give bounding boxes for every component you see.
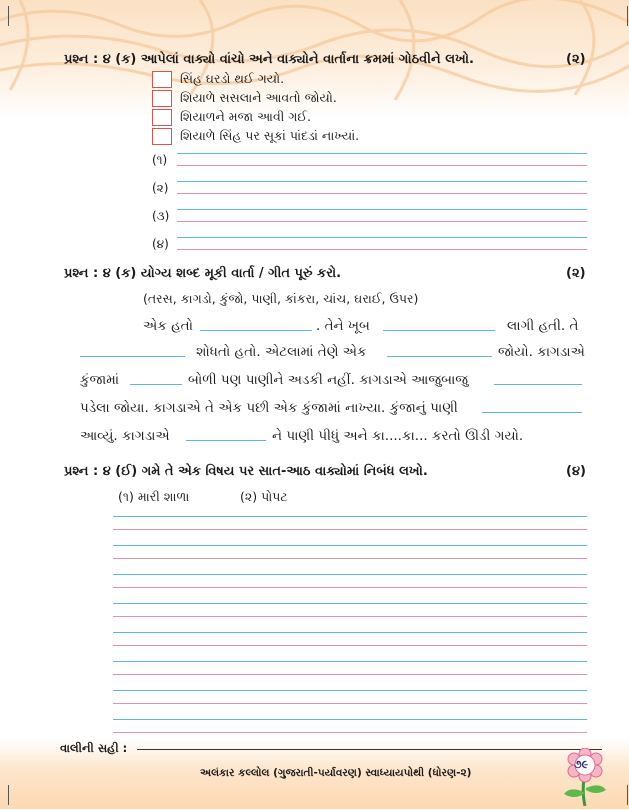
flower-icon (560, 748, 610, 806)
question-4k-heading: પ્રશ્ન : ૪ (ક) આપેલાં વાક્યો વાંચો અને વાક્યોને વાર્તાના ક્રમમાં ગોઠવીને લખો. (64, 52, 474, 67)
question-4k-marks: (૨) (566, 52, 586, 67)
option-1: સિંહ ઘરડો થઈ ગયો. (180, 71, 285, 86)
blank-4[interactable] (387, 356, 492, 357)
essay-line-guide (113, 587, 587, 588)
blank-6[interactable] (494, 384, 582, 385)
essay-line-guide (113, 732, 587, 733)
question-4kh-heading: પ્રશ્ન : ૪ (ક) યોગ્ય શબ્દ મૂકી વાર્તા / ગીત પૂરું કરો. (64, 266, 342, 281)
answer-number-2: (૨) (152, 181, 169, 195)
order-box[interactable] (152, 109, 172, 126)
answer-number-3: (૩) (152, 209, 170, 223)
book-title: અલંકાર કલ્લોલ (ગુજરાતી-પર્યાવરણ) સ્વાધ્યાયપોથી (ધોરણ-૨) (200, 767, 472, 779)
story-text: બોળી પણ પાણીને અડકી નહીં. કાગડાએ આજુબાજુ (188, 372, 469, 388)
essay-line[interactable] (113, 690, 587, 691)
answer-line-guide (177, 193, 587, 194)
question-4i-heading: પ્રશ્ન : ૪ (ઈ) ગમે તે એક વિષય પર સાત-આઠ વાક્યોમાં નિબંધ લખો. (64, 464, 428, 479)
crop-mark (8, 6, 19, 26)
order-box[interactable] (152, 90, 172, 107)
story-text: એક હતો (143, 318, 193, 334)
answer-line[interactable] (177, 237, 587, 238)
answer-line[interactable] (177, 181, 587, 182)
blank-8[interactable] (186, 440, 266, 441)
essay-line-guide (113, 645, 587, 646)
essay-line[interactable] (113, 632, 587, 633)
answer-line[interactable] (177, 153, 587, 154)
question-4kh-marks: (૨) (566, 266, 586, 281)
essay-line-guide (113, 558, 587, 559)
blank-1[interactable] (200, 330, 312, 331)
story-text: લાગી હતી. તે (507, 318, 579, 334)
essay-line-guide (113, 616, 587, 617)
answer-line-guide (177, 249, 587, 250)
essay-line[interactable] (113, 661, 587, 662)
essay-line[interactable] (113, 574, 587, 575)
crop-mark (617, 6, 628, 26)
essay-line-guide (113, 674, 587, 675)
story-text: જોયો. કાગડાએ (498, 344, 585, 360)
essay-topic-1: (૧) મારી શાળા (118, 489, 190, 504)
order-box[interactable] (152, 128, 172, 145)
essay-topic-2: (૨) પોપટ (240, 489, 288, 504)
blank-3[interactable] (80, 356, 185, 357)
answer-number-1: (૧) (152, 153, 168, 167)
blank-7[interactable] (482, 412, 582, 413)
question-4i-marks: (૪) (566, 464, 586, 479)
essay-line[interactable] (113, 545, 587, 546)
option-3: શિયાળને મજા આવી ગઈ. (180, 109, 312, 124)
page-number: ૭૯ (574, 758, 589, 771)
page-number-flower (560, 748, 610, 806)
crop-mark (617, 785, 628, 805)
story-text: . તેને ખૂબ (316, 318, 370, 334)
essay-line[interactable] (113, 516, 587, 517)
essay-line-guide (113, 529, 587, 530)
answer-number-4: (૪) (152, 237, 169, 251)
story-text: આવ્યું. કાગડાએ (80, 428, 170, 444)
answer-line[interactable] (177, 209, 587, 210)
essay-line[interactable] (113, 603, 587, 604)
signature-line[interactable] (137, 749, 602, 750)
word-bank: (તરસ, કાગડો, કુંજો, પાણી, કાંકરા, ચાંચ, ઘરાઈ, ઉપર) (143, 291, 419, 306)
option-4: શિયાળે સિંહ પર સૂકાં પાંદડાં નાખ્યાં. (180, 128, 360, 143)
essay-line-guide (113, 703, 587, 704)
story-text: પડેલા જોયા. કાગડાએ તે એક પછી એક કુંજામાં નાખ્યા. કુંજાનું પાણી (80, 400, 458, 416)
answer-line-guide (177, 221, 587, 222)
crop-mark (8, 785, 19, 805)
option-2: શિયાળે સસલાને આવતો જોયો. (180, 90, 337, 105)
blank-5[interactable] (130, 384, 182, 385)
story-text: કુંજામાં (80, 372, 120, 388)
signature-label: વાલીની સહી : (60, 741, 128, 755)
story-text: ને પાણી પીધું અને કા....કા... કરતો ઊડી ગયો. (272, 428, 524, 444)
essay-line[interactable] (113, 719, 587, 720)
answer-line-guide (177, 165, 587, 166)
blank-2[interactable] (383, 330, 495, 331)
order-box[interactable] (152, 71, 172, 88)
story-text: શોધતો હતો. એટલામાં તેણે એક (196, 344, 367, 360)
